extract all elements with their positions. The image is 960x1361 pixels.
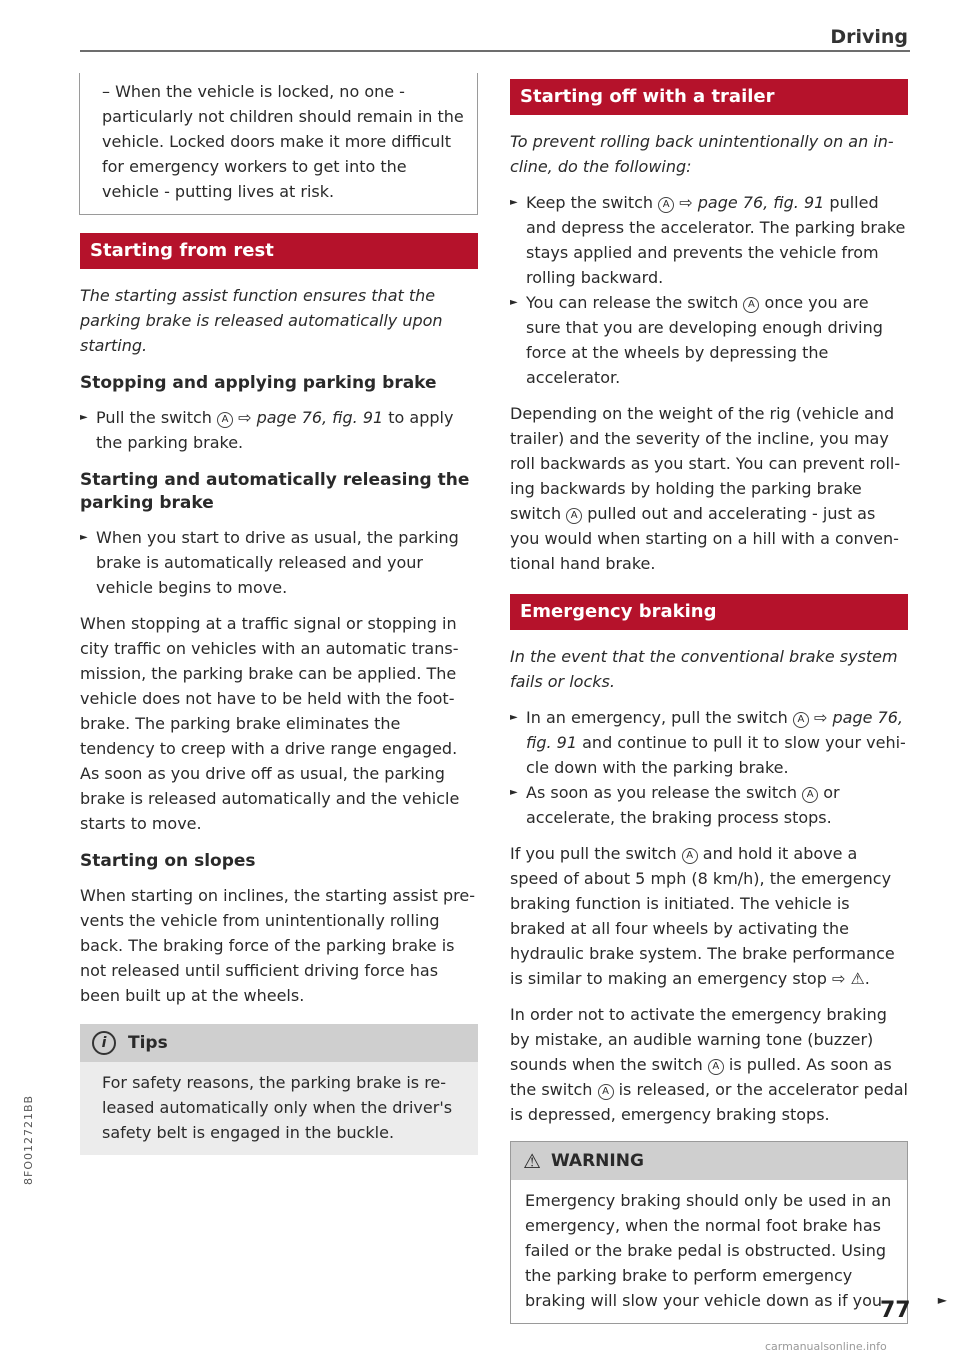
bullet-arrow-icon: ► [510, 297, 518, 308]
switch-a-icon: A [658, 197, 674, 213]
body-paragraph: When stopping at a traffic signal or stopping in city traffic on vehicles with an automatic transmission, the parking brake can be applied. The vehicle does not have to be held with the footbrake. The parking brake eliminates the tendency to creep with a drive range engaged. As soon as you drive off as usual, the parking brake is released automatically and the vehicle starts to move. [80, 614, 460, 833]
switch-a-icon: A [598, 1084, 614, 1100]
warning-box [510, 1141, 947, 1324]
bullet-arrow-icon: ► [510, 197, 518, 208]
continue-arrow-icon: ► [937, 1293, 947, 1307]
body-paragraph: Depending on the weight of the rig (vehicle and trailer) and the severity of the incline, you may roll backwards as you start. You can prevent rolling backwards by holding the parking brake switch A pulled out and accelerating - just as you would when starting on a hill with a conventional hand brake. [510, 404, 901, 573]
warning-continuation-text: – When the vehicle is locked, no one - particularly not children should remain in the vehicle. Locked doors make it more difficult for emergency workers to get into the vehicle - putting lives at risk. [102, 82, 464, 201]
page-reference-link[interactable]: ⇨ page 76, fig. 91 [679, 193, 825, 212]
body-paragraph: When starting on inclines, the starting assist prevents the vehicle from unintentionally rolling back. The braking force of the parking brake is not released until sufficient driving force has been built up at the wheels. [80, 886, 475, 1005]
list-item: ► When you start to drive as usual, the parking brake is automatically released and your vehicle begins to move. [80, 525, 478, 600]
bullet-arrow-icon: ► [80, 412, 88, 423]
warning-header [511, 1142, 907, 1180]
section-title-emergency: Emergency braking [510, 594, 908, 630]
switch-a-icon: A [217, 412, 233, 428]
page-number: 77 [880, 1298, 911, 1323]
switch-a-icon: A [682, 848, 698, 864]
section-intro: In the event that the conventional brake system fails or locks. [510, 647, 898, 691]
tips-box [80, 1024, 478, 1155]
switch-a-icon: A [743, 297, 759, 313]
list-item: ► In an emergency, pull the switch A ⇨ page 76, fig. 91 and continue to pull it to slow your vehicle down with the parking brake. [510, 705, 908, 780]
warning-title: WARNING [550, 1151, 644, 1171]
page-reference-link[interactable]: ⇨ page 76, fig. 91 [526, 708, 903, 752]
subheading-stopping: Stopping and applying parking brake [80, 373, 437, 393]
body-paragraph: In order not to activate the emergency braking by mistake, an audible warning tone (buzzer) sounds when the switch A is pulled. As soon as the switch A is released, or the accelerator pedal is depressed, emergency braking stops. [510, 1005, 908, 1124]
bullet-arrow-icon: ► [80, 532, 88, 543]
subheading-starting: Starting and automatically releasing the parking brake [80, 470, 470, 513]
left-column [80, 73, 478, 1155]
document-code: 8FO012721BB [22, 1094, 35, 1185]
running-head: Driving [830, 26, 908, 48]
bullet-arrow-icon: ► [510, 787, 518, 798]
header-rule [80, 50, 910, 52]
list-item: ► As soon as you release the switch A or accelerate, the braking process stops. [510, 780, 908, 830]
info-icon: i [92, 1031, 116, 1055]
tips-text: For safety reasons, the parking brake is released automatically only when the driver's safety belt is engaged in the buckle. [80, 1062, 478, 1155]
list-item: ► Pull the switch A ⇨ page 76, fig. 91 to apply the parking brake. [80, 405, 478, 455]
page-reference-link[interactable]: ⇨ page 76, fig. 91 [238, 408, 384, 427]
warning-continuation [79, 73, 478, 215]
tips-header [80, 1024, 478, 1062]
section-intro: The starting assist function ensures that the parking brake is released automatically upon starting. [80, 286, 443, 355]
watermark: carmanualsonline.info [765, 1340, 887, 1353]
bullet-arrow-icon: ► [510, 712, 518, 723]
section-title-starting-from-rest: Starting from rest [80, 233, 478, 269]
tips-title: Tips [128, 1033, 168, 1053]
list-item: ► Keep the switch A ⇨ page 76, fig. 91 pulled and depress the accelerator. The parking brake stays applied and prevents the vehicle from rolling backward. [510, 190, 908, 290]
switch-a-icon: A [708, 1059, 724, 1075]
body-paragraph: If you pull the switch A and hold it above a speed of about 5 mph (8 km/h), the emergency braking function is initiated. The vehicle is braked at all four wheels by activating the hydraulic brake system. The brake performance is similar to making an emergency stop ⇨ ⚠. [510, 844, 895, 988]
subheading-slopes: Starting on slopes [80, 851, 256, 871]
switch-a-icon: A [566, 508, 582, 524]
section-title-trailer: Starting off with a trailer [510, 79, 908, 115]
switch-a-icon: A [802, 787, 818, 803]
list-item: ► You can release the switch A once you are sure that you are developing enough driving force at the wheels by depressing the accelerator. [510, 290, 908, 390]
warning-text: Emergency braking should only be used in an emergency, when the normal foot brake has failed or the brake pedal is obstructed. Using the parking brake to perform emergency braking will slow your vehicle down as if you [525, 1191, 892, 1310]
switch-a-icon: A [793, 712, 809, 728]
warning-text-container [511, 1180, 947, 1323]
right-column [510, 73, 947, 1324]
section-intro: To prevent rolling back unintentionally on an incline, do the following: [510, 132, 894, 176]
warning-triangle-icon: ⚠ [523, 1149, 541, 1173]
